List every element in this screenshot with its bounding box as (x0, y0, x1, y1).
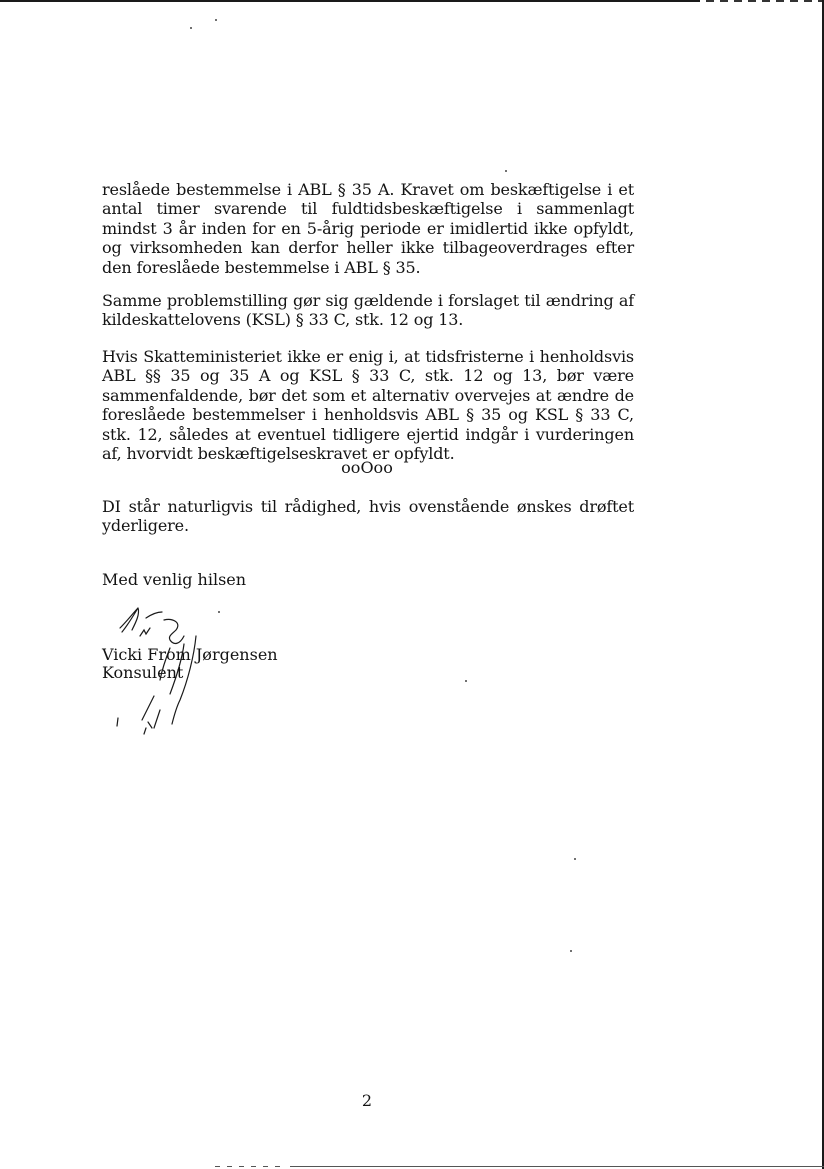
scan-top-edge-dashes (700, 0, 824, 2)
page-number: 2 (361, 1091, 373, 1110)
scan-speck (570, 950, 572, 952)
scan-bottom-edge (290, 1166, 824, 1167)
scan-speck (574, 858, 576, 860)
paragraph-1-text: reslåede bestemmelse i ABL § 35 A. Kravet om beskæftigelse i et antal timer svarende til fuldtidsbeskæftigelse i sammenlagt mindst 3 år inden for en 5-årig periode er imidlertid ikke opfyldt, og virksomheden kan derfor heller ikke tilbageoverdrages efter den foreslåede bestemmelse i ABL § 35. (102, 180, 634, 277)
paragraph-1 (102, 180, 634, 277)
scan-speck (215, 19, 217, 21)
scan-speck (505, 170, 507, 172)
paragraph-2 (102, 291, 634, 330)
section-separator: ooOoo (341, 458, 393, 477)
closing-greeting: Med venlig hilsen (102, 570, 247, 589)
paragraph-3 (102, 347, 634, 463)
scan-speck (190, 27, 192, 29)
paragraph-2-text: Samme problemstilling gør sig gældende i forslaget til ændring af kildeskattelovens (KSL) § 33 C, stk. 12 og 13. (102, 291, 634, 330)
paragraph-3-text: Hvis Skatteministeriet ikke er enig i, at tidsfristerne i henholdsvis ABL §§ 35 og 35 A og KSL § 33 C, stk. 12 og 13, bør være sammenfaldende, bør det som et alternativ overvejes at ændre de foreslåede bestemmelser i henholdsvis ABL § 35 og KSL § 33 C, stk. 12, således at eventuel tidligere ejertid indgår i vurderingen af, hvorvidt beskæftigelseskravet er opfyldt. (102, 347, 634, 464)
paragraph-4 (102, 497, 634, 536)
signatory-name: Vicki From Jørgensen (102, 645, 278, 664)
paragraph-4-text: DI står naturligvis til rådighed, hvis ovenstående ønskes drøftet yderligere. (102, 497, 634, 536)
signatory-title: Konsulent (102, 663, 184, 682)
scan-bottom-dashes (215, 1166, 285, 1167)
scan-speck (465, 680, 467, 682)
